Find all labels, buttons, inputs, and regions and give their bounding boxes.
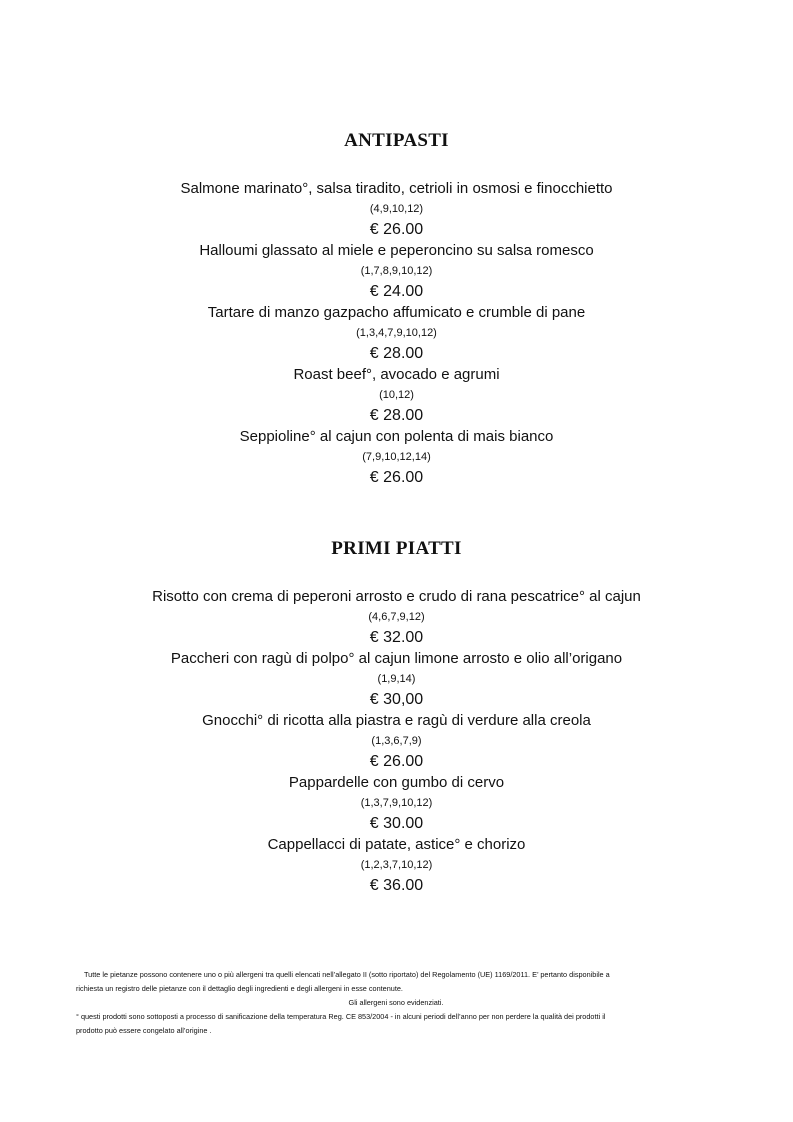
dish-price: € 30,00 bbox=[369, 691, 424, 708]
menu-item bbox=[0, 179, 793, 241]
dish-allergens: (7,9,10,12,14) bbox=[362, 451, 431, 463]
dish-allergens: (1,3,7,9,10,12) bbox=[360, 797, 433, 809]
dish-allergens: (1,3,4,7,9,10,12) bbox=[356, 327, 437, 339]
dish-name: Gnocchi° di ricotta alla piastra e ragù di verdure alla creola bbox=[202, 712, 591, 729]
menu-item bbox=[0, 773, 793, 835]
footnote-line: Tutte le pietanze possono contenere uno o più allergeni tra quelli elencati nell’allegato II (sotto riportato) del Regolamento (UE) 1169/2011. E’ pertanto disponibile a bbox=[84, 970, 610, 979]
dish-price: € 26.00 bbox=[369, 469, 424, 486]
dish-allergens: (4,9,10,12) bbox=[369, 203, 424, 215]
dish-allergens: (4,6,7,9,12) bbox=[368, 611, 425, 623]
menu-item bbox=[0, 365, 793, 427]
dish-name: Halloumi glassato al miele e peperoncino su salsa romesco bbox=[199, 242, 594, 259]
footnote-line: prodotto può essere congelato all’origine . bbox=[76, 1026, 212, 1035]
dish-price: € 24.00 bbox=[369, 283, 424, 300]
section-title: ANTIPASTI bbox=[344, 130, 449, 151]
menu-item bbox=[0, 711, 793, 773]
section-primi-piatti bbox=[0, 537, 793, 897]
menu-item bbox=[0, 587, 793, 649]
dish-name: Tartare di manzo gazpacho affumicato e crumble di pane bbox=[207, 304, 586, 321]
dish-price: € 26.00 bbox=[369, 221, 424, 238]
dish-allergens: (1,7,8,9,10,12) bbox=[360, 265, 433, 277]
dish-name: Salmone marinato°, salsa tiradito, cetrioli in osmosi e finocchietto bbox=[180, 180, 613, 197]
dish-name: Seppioline° al cajun con polenta di mais bianco bbox=[239, 428, 554, 445]
menu-item bbox=[0, 835, 793, 897]
dish-name: Cappellacci di patate, astice° e chorizo bbox=[267, 836, 526, 853]
dish-name: Pappardelle con gumbo di cervo bbox=[288, 774, 505, 791]
dish-allergens: (10,12) bbox=[379, 389, 414, 401]
dish-price: € 28.00 bbox=[369, 407, 424, 424]
dish-price: € 26.00 bbox=[369, 753, 424, 770]
allergen-footnote bbox=[76, 968, 716, 1038]
section-antipasti bbox=[0, 129, 793, 489]
dish-name: Roast beef°, avocado e agrumi bbox=[293, 366, 500, 383]
dish-allergens: (1,2,3,7,10,12) bbox=[360, 859, 433, 871]
footnote-line: richiesta un registro delle pietanze con il dettaglio degli ingredienti e degli allergeni in esse contenute. bbox=[76, 984, 403, 993]
menu-item bbox=[0, 241, 793, 303]
menu-items bbox=[0, 179, 793, 489]
dish-name: Risotto con crema di peperoni arrosto e crudo di rana pescatrice° al cajun bbox=[152, 588, 641, 605]
menu-item bbox=[0, 649, 793, 711]
menu-items bbox=[0, 587, 793, 897]
footnote-line: Gli allergeni sono evidenziati. bbox=[348, 998, 444, 1007]
dish-price: € 28.00 bbox=[369, 345, 424, 362]
menu-item bbox=[0, 427, 793, 489]
section-title: PRIMI PIATTI bbox=[331, 538, 462, 559]
dish-price: € 32.00 bbox=[369, 629, 424, 646]
dish-allergens: (1,3,6,7,9) bbox=[371, 735, 422, 747]
dish-price: € 36.00 bbox=[369, 877, 424, 894]
menu-item bbox=[0, 303, 793, 365]
dish-allergens: (1,9,14) bbox=[377, 673, 416, 685]
footnote-line: ° questi prodotti sono sottoposti a processo di sanificazione della temperatura Reg. CE 853/2004 - in alcuni periodi dell’anno per non perdere la qualità dei prodotti il bbox=[76, 1012, 606, 1021]
dish-price: € 30.00 bbox=[369, 815, 424, 832]
dish-name: Paccheri con ragù di polpo° al cajun limone arrosto e olio all’origano bbox=[170, 650, 623, 667]
